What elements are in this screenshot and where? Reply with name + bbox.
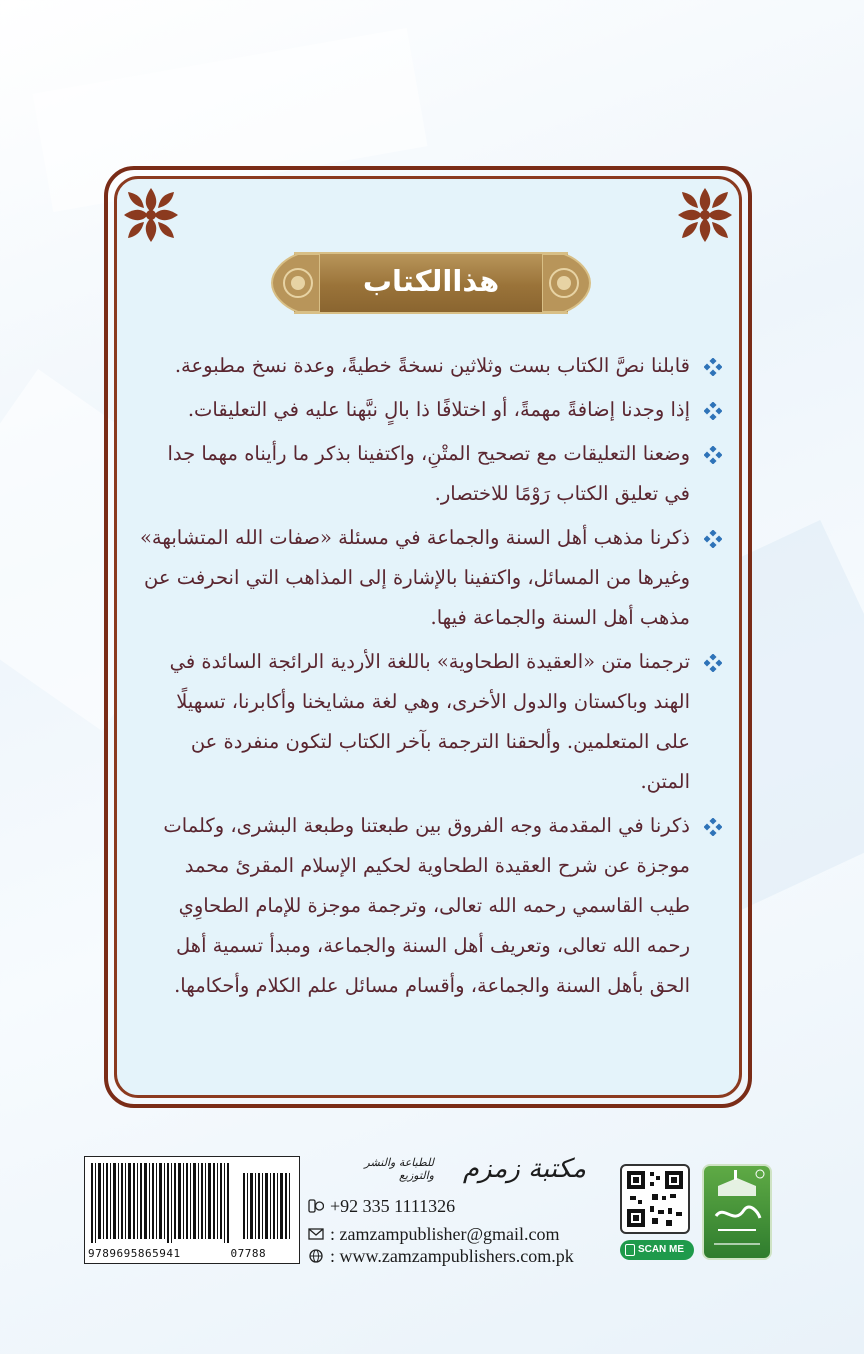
isbn-number: 9789695865941 [88, 1247, 181, 1260]
qr-code-icon [622, 1166, 688, 1232]
phone-icon [308, 1199, 324, 1213]
phone-icon [625, 1244, 635, 1256]
isbn-addon: 07788 [230, 1247, 267, 1260]
list-item [140, 346, 722, 386]
list-item [140, 806, 722, 1006]
list-item-text: ذكرنا في المقدمة وجه الفروق بين طبعتنا وطبعة البشرى، وكلمات موجزة عن شرح العقيدة الطحاوية لحكيم الإسلام المقرئ محمد طيب القاسمي رحمه الله تعالى، وترجمة موجزة للإمام الطحاوِي رحمه الله تعالى، وتعريف أهل السنة والجماعة، ومبدأ تسمية أهل الحق بأهل السنة والجماعة، وأقسام مسائل علم الكلام وأحكامها. [163, 814, 690, 997]
diamond-bullet-icon [704, 358, 722, 376]
book-section-title: هذاالكتاب [362, 264, 500, 298]
diamond-bullet-icon [704, 402, 722, 420]
publisher-subtitle: للطباعة والنشر والتوزيع [364, 1156, 434, 1182]
diamond-bullet-icon [704, 446, 722, 464]
publisher-name: مكتبة زمزم [462, 1154, 586, 1184]
email-line [308, 1224, 560, 1245]
list-item-text: ذكرنا مذهب أهل السنة والجماعة في مسئلة «صفات الله المتشابهة» وغيرها من المسائل، واكتفينا بالإشارة إلى المذاهب التي انحرفت عن مذهب أهل السنة والجماعة فيها. [139, 526, 690, 629]
list-item-text: ترجمنا متن «العقيدة الطحاوية» باللغة الأردية الرائجة السائدة في الهند وباكستان والدول الأخرى، وهي لغة مشايخنا وأكابرنا، تسهيلًا على المتعلمين. وألحقنا الترجمة بآخر الكتاب لتكون منفردة عن المتن. [169, 650, 690, 793]
scan-me-label: SCAN ME [637, 1244, 685, 1255]
list-item [140, 518, 722, 638]
barcode-bars-icon [85, 1157, 299, 1245]
globe-icon [308, 1249, 324, 1263]
corner-ornament-icon [670, 180, 740, 250]
website-url[interactable]: : www.zamzampublishers.com.pk [330, 1246, 574, 1266]
zamzam-logo-icon [704, 1166, 770, 1258]
diamond-bullet-icon [704, 530, 722, 548]
publisher-logo [702, 1164, 772, 1260]
phone-line [308, 1196, 455, 1217]
list-item [140, 434, 722, 514]
diamond-bullet-icon [704, 654, 722, 672]
title-banner [268, 250, 594, 316]
email-icon [308, 1227, 324, 1241]
website-line [308, 1246, 574, 1267]
corner-ornament-icon [116, 180, 186, 250]
banner-ornament-icon [542, 250, 594, 316]
phone-number: +92 335 1111326 [330, 1196, 456, 1216]
list-item [140, 390, 722, 430]
banner-ornament-icon [268, 250, 320, 316]
list-item [140, 642, 722, 802]
diamond-bullet-icon [704, 818, 722, 836]
list-item-text: وضعنا التعليقات مع تصحيح المتْنِ، واكتفينا بذكر ما رأيناه مهما جدا في تعليق الكتاب رَوْمًا للاختصار. [167, 442, 690, 505]
features-list [140, 346, 722, 1010]
list-item-text: قابلنا نصَّ الكتاب بست وثلاثين نسخةً خطيةً، وعدة نسخ مطبوعة. [174, 354, 690, 377]
email-address[interactable]: : zamzampublisher@gmail.com [330, 1224, 560, 1244]
qr-code[interactable] [620, 1164, 690, 1234]
list-item-text: إذا وجدنا إضافةً مهمةً، أو اختلافًا ذا بالٍ نبَّهنا عليه في التعليقات. [187, 398, 690, 421]
scan-me-badge[interactable] [620, 1240, 694, 1260]
barcode-digits [88, 1247, 298, 1260]
